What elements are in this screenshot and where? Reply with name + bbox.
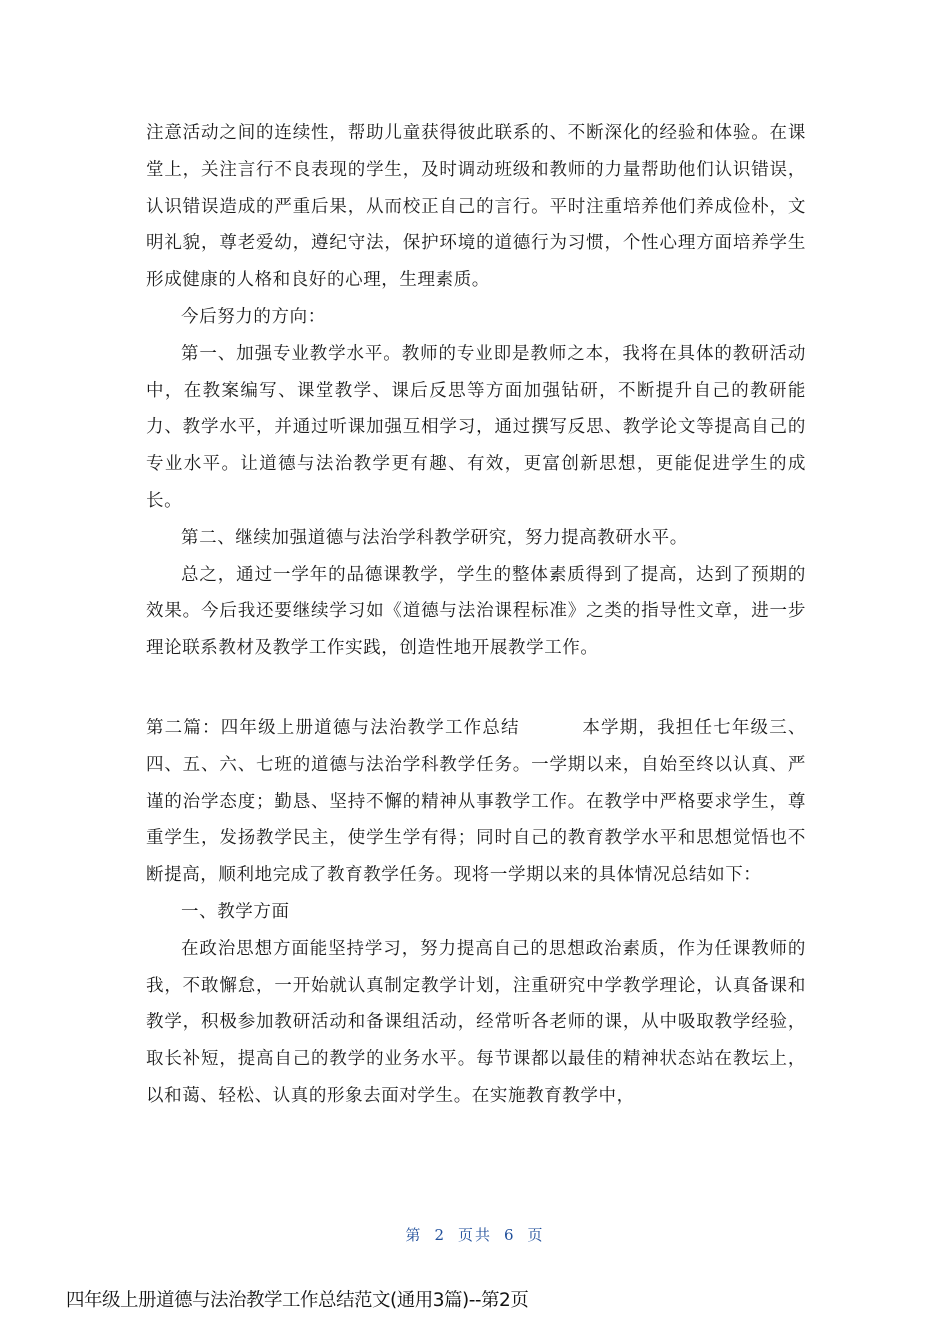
document-caption: 四年级上册道德与法治教学工作总结范文(通用3篇)--第2页	[66, 1290, 529, 1311]
second-article-section	[146, 710, 806, 1115]
second-article-lead: 本学期，我担任七年级三、四、五、六、七班的道德与法治学科教学任务。一学期以来，自始至终以认真、严谨的治学态度；勤恳、坚持不懈的精神从事教学工作。在教学中严格要求学生，尊重学生，发扬教学民主，使学生学有得；同时自己的教育教学水平和思想觉悟也不断提高，顺利地完成了教育教学任务。现将一学期以来的具体情况总结如下：	[146, 718, 806, 886]
page-number-footer	[0, 1224, 950, 1245]
footer-total-pages: 6	[504, 1226, 516, 1244]
paragraph-first-point: 第一、加强专业教学水平。教师的专业即是教师之本，我将在具体的教研活动中，在教案编写、课堂教学、课后反思等方面加强钻研，不断提升自己的教研能力、教学水平，并通过听课加强互相学习，通过撰写反思、教学论文等提高自己的专业水平。让道德与法治教学更有趣、有效，更富创新思想，更能促进学生的成长。	[146, 343, 806, 511]
paragraph-conclusion: 总之，通过一学年的品德课教学，学生的整体素质得到了提高，达到了预期的效果。今后我还要继续学习如《道德与法治课程标准》之类的指导性文章，进一步理论联系教材及教学工作实践，创造性地开展教学工作。	[146, 564, 806, 659]
second-article-title: 第二篇：四年级上册道德与法治教学工作总结	[146, 718, 520, 738]
second-article-intro	[146, 710, 806, 894]
first-section	[146, 115, 806, 667]
footer-prefix: 第	[405, 1226, 423, 1244]
paragraph-future-direction-heading: 今后努力的方向：	[181, 306, 326, 327]
paragraph-second-point: 第二、继续加强道德与法治学科教学研究，努力提高教研水平。	[181, 527, 688, 548]
section-heading-teaching: 一、教学方面	[181, 901, 290, 922]
paragraph-continuation: 注意活动之间的连续性，帮助儿童获得彼此联系的、不断深化的经验和体验。在课堂上，关注言行不良表现的学生，及时调动班级和教师的力量帮助他们认识错误，认识错误造成的严重后果，从而校正自己的言行。平时注重培养他们养成俭朴，文明礼貌，尊老爱幼，遵纪守法，保护环境的道德行为习惯，个性心理方面培养学生形成健康的人格和良好的心理，生理素质。	[146, 123, 806, 291]
footer-current-page: 2	[434, 1226, 446, 1244]
footer-suffix: 页	[527, 1226, 545, 1244]
paragraph-teaching: 在政治思想方面能坚持学习，努力提高自己的思想政治素质，作为任课教师的我，不敢懈怠，一开始就认真制定教学计划，注重研究中学教学理论，认真备课和教学，积极参加教研活动和备课组活动，经常听各老师的课，从中吸取教学经验，取长补短，提高自己的教学的业务水平。每节课都以最佳的精神状态站在教坛上，以和蔼、轻松、认真的形象去面对学生。在实施教育教学中，	[146, 938, 806, 1106]
footer-middle: 页共	[457, 1226, 492, 1244]
